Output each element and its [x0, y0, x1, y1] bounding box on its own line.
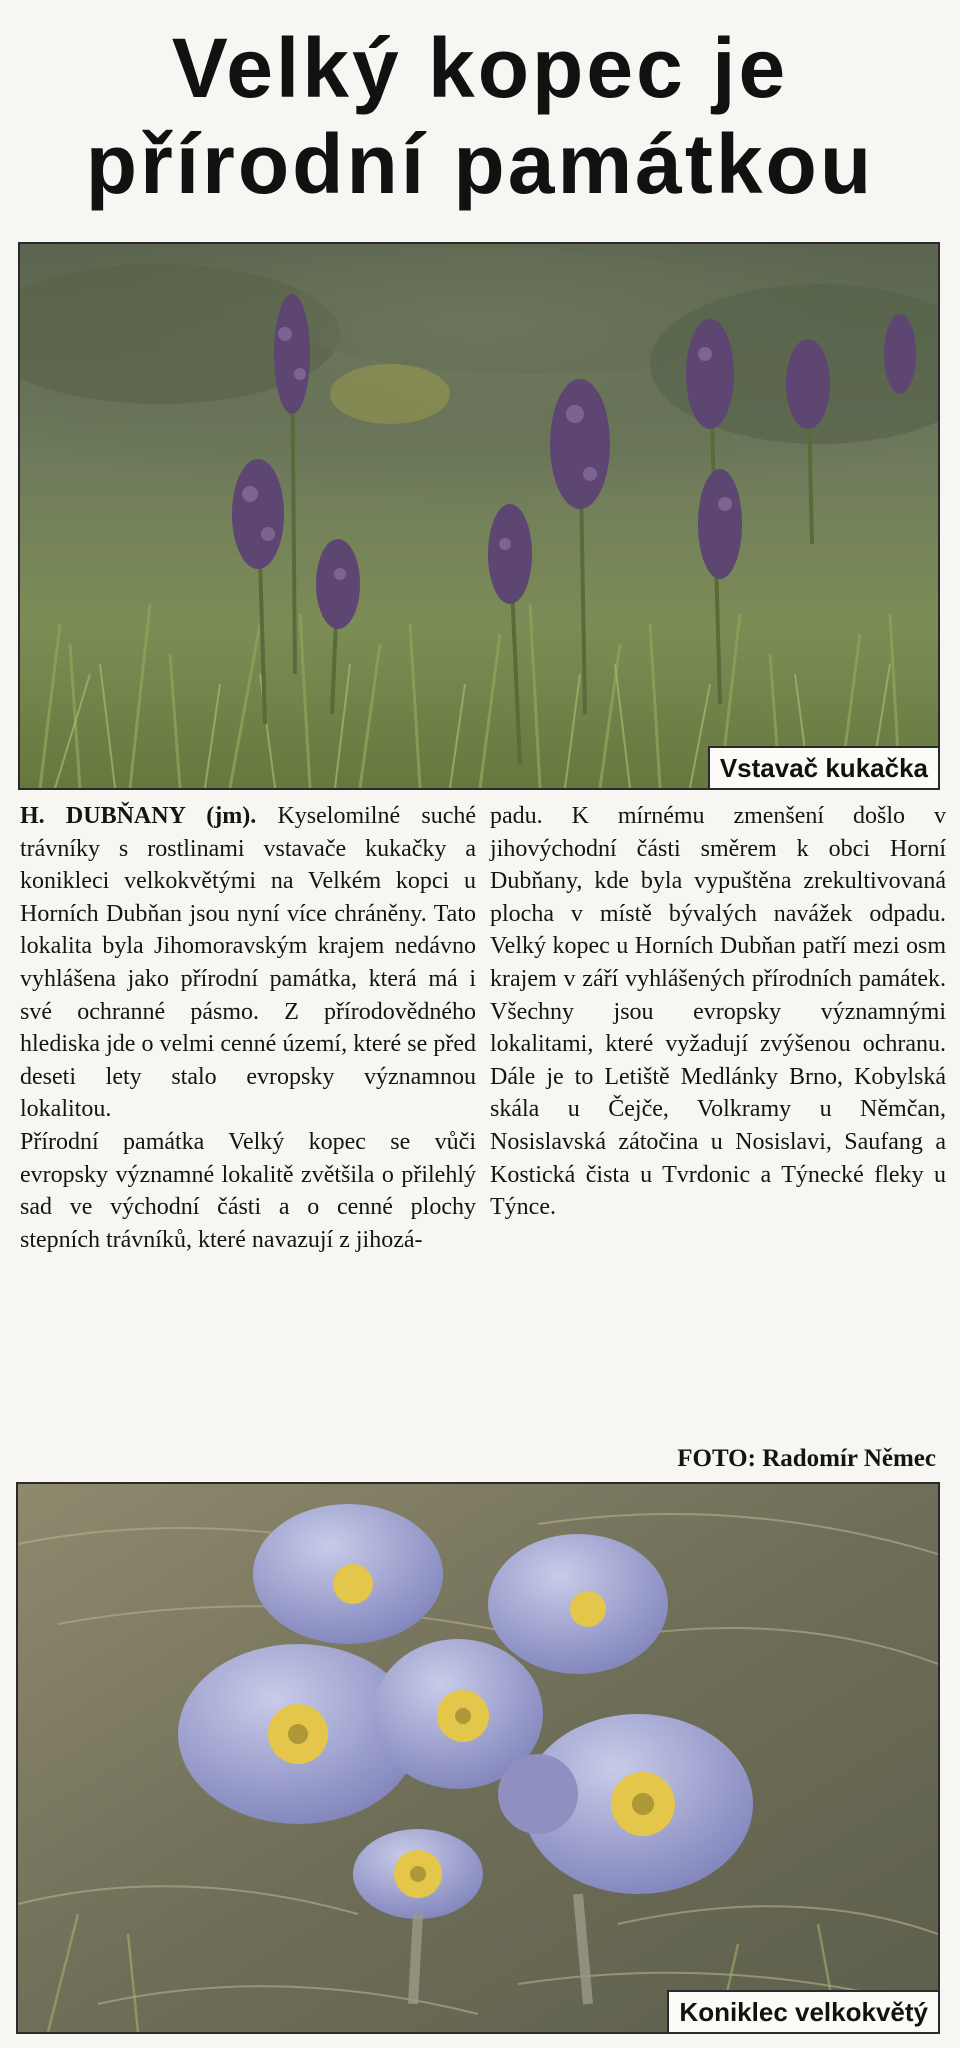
orchid-photo	[18, 242, 940, 790]
article-column-left	[20, 800, 476, 1256]
article-paragraph-2-start: Přírodní památka Velký kopec se vůči evropsky významné lokalitě zvětšila o přilehlý sad ve východní části a o cenné plochy stepních trávníků, které navazují z jihozá-	[20, 1128, 476, 1253]
orchid-photo-caption: Vstavač kukačka	[708, 746, 938, 788]
article-column-right	[490, 800, 946, 1224]
photo-credit: FOTO: Radomír Němec	[677, 1445, 936, 1472]
headline-line-2: přírodní památkou	[85, 117, 875, 211]
pasqueflower-photo	[16, 1482, 940, 2034]
article-paragraph-2-end: padu. K mírnému zmenšení došlo v jihovýchodní části směrem k obci Horní Dubňany, kde byla vypuštěna zrekultivovaná plocha v místě bývalých navážek odpadu. Velký kopec u Horních Dubňan patří mezi osm krajem v září vyhlášených přírodních památek. Všechny jsou evropsky významnými lokalitami, které vyžadují zvýšenou ochranu. Dále je to Letiště Medlánky Brno, Kobylská skála u Čejče, Volkramy u Němčan, Nosislavská zátočina u Nosislavi, Saufang a Kostická čista u Tvrdonic a Týnecké fleky u Týnce.	[490, 803, 946, 1221]
article-dateline: H. DUBŇANY (jm).	[20, 803, 257, 829]
article-paragraph-1	[20, 800, 476, 1126]
pasqueflower-photo-caption: Koniklec velkokvětý	[667, 1990, 938, 2032]
headline-line-1: Velký kopec je	[171, 21, 789, 115]
orchid-photo-illustration	[20, 244, 938, 788]
headline	[0, 20, 960, 212]
pasqueflower-photo-illustration	[18, 1484, 938, 2032]
article-paragraph-1-text: Kyselomilné suché trávníky s rostlinami vstavače kukačky a konikleci velkokvětými na Velkém kopci u Horních Dubňan jsou nyní více chráněny. Tato lokalita byla Jihomoravským krajem nedávno vyhlášena jako přírodní památka, která má i své ochranné pásmo. Z přírodovědného hlediska jde o velmi cenné území, které se před deseti lety stalo evropsky významnou lokalitou.	[20, 803, 477, 1123]
